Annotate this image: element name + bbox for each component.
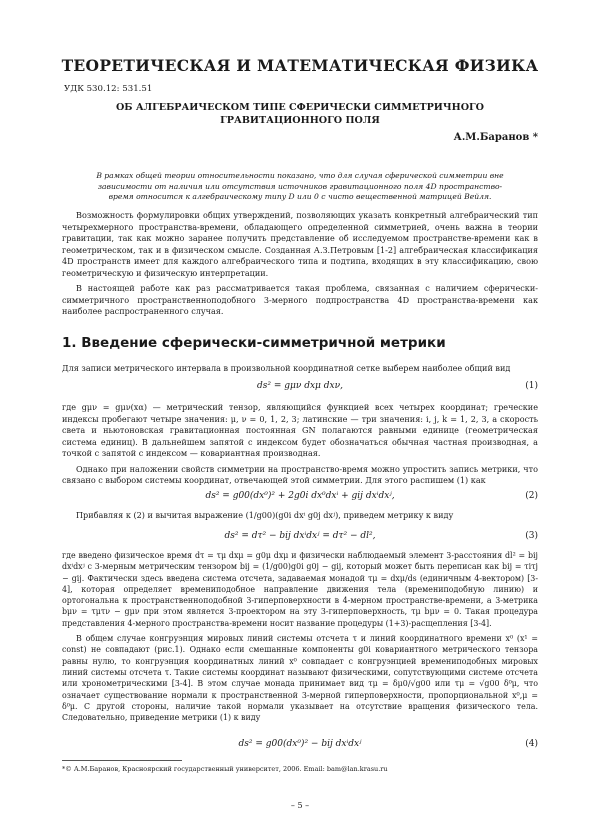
- equation-number: (2): [525, 491, 538, 501]
- body-paragraph: где gμν = gμν(xα) — метрический тензор, являющийся функцией всех четырех координат; греческие индексы пробегают четыре значения: μ, ν = 0, 1, 2, 3; латинские — три значения: i, j, k = 1, 2, 3, а скорость света и ньютоновская гравитационная постоянная GN полагаются равными единице (геометрическая система единиц). В дальнейшем запятой с индексом будет обозначаться обычная частная производная, а точкой с запятой с индексом — ковариантная производная.: [62, 402, 538, 458]
- equation-1: [62, 381, 538, 395]
- equation-expression: ds² = g00(dx⁰)² − bij dxⁱdxʲ: [238, 739, 362, 749]
- page-number: – 5 –: [290, 801, 310, 810]
- body-paragraph: Прибавляя к (2) и вычитая выражение (1/g00)(g0i dxⁱ g0j dxʲ), приведем метрику к виду: [76, 510, 454, 520]
- paragraph-4: [62, 510, 538, 522]
- equation-number: (3): [525, 531, 538, 541]
- paper-title: ОБ АЛГЕБРАИЧЕСКОМ ТИПЕ СФЕРИЧЕСКИ СИММЕТРИЧНОГО ГРАВИТАЦИОННОГО ПОЛЯ: [115, 102, 485, 126]
- body-paragraph: где введено физическое время dτ = τμ dxμ = g0μ dxμ и физически наблюдаемый элемент 3-расстояния dl² = bij dxⁱdxʲ с 3-мерным метрическим тензором bij = (1/g00)g0i g0j − gij, который может быть переписан как bij = τiτj − gij. Фактически здесь введена система отсчета, задаваемая монадой τμ = dxμ/ds (единичным 4-вектором) [3-4], которая определяет времениподобное направление движения тела (времениподобную линию) и ортогональна к пространственноподобной 3-гиперповерхности в 4-мерном пространстве-времени, а 3-метрика bμν = τμτν − gμν при этом является 3-проектором на эту 3-гиперповерхность, τμ bμν = 0. Такая процедура представления 4-мерного пространства-времени носит название процедуры (1+3)-расщепления [3-4].: [62, 551, 538, 628]
- footnote: *© А.М.Баранов, Красноярский государственный университет, 2006. Email: bam@lan.krasu.ru: [62, 765, 388, 773]
- equation-3: [62, 531, 538, 545]
- intro-paragraph: В настоящей работе как раз рассматривается такая проблема, связанная с наличием сферически-симметричного пространственноподобного 3-мерного подпространства 4D пространства-времени как наиболее распространенного случая.: [62, 283, 538, 316]
- udk-code: УДК 530.12: 531.51: [64, 84, 153, 94]
- body-paragraph: Для записи метрического интервала в произвольной координатной сетке выберем наиболее общий вид: [62, 363, 511, 373]
- equation-expression: ds² = dτ² − bij dxⁱdxʲ = dτ² − dl²,: [224, 531, 376, 541]
- abstract: В рамках общей теории относительности показано, что для случая сферической симметрии вне зависимости от наличия или отсутствия источников гравитационного поля 4D пространство-время относится к алгебраическому типу D или 0 с чисто вещественной матрицей Вейля.: [96, 171, 504, 201]
- equation-4: [62, 739, 538, 753]
- paragraph-1: [62, 363, 538, 375]
- equation-expression: ds² = g00(dx⁰)² + 2g0i dx⁰dxⁱ + gij dxⁱdxʲ,: [205, 491, 395, 501]
- body-paragraph: В общем случае конгруэнция мировых линий системы отсчета τ и линий координатного времени x⁰ (x¹ = const) не совпадают (рис.1). Однако если смешанные компоненты g0i ковариантного метрического тензора равны нулю, то конгруэнция координатных линий x⁰ совпадает с конгруэнцией времениподобных мировых линий системы отсчета τ. Такие системы координат называют физическими, сопутствующими системе отсчета или хронометрическими [3-4]. В этом случае монада принимает вид τμ = δμ0/√g00 или τμ = √g00 δ⁰μ, что означает существование нормали к пространственной 3-мерной гиперповерхности, пропорциональной x⁰,μ = δ⁰μ. С другой стороны, наличие такой нормали указывает на отсутствие вращения физического тела. Следовательно, приведение метрики (1) к виду: [62, 634, 538, 723]
- intro-paragraph: Возможность формулировки общих утверждений, позволяющих указать конкретный алгебраический тип четырехмерного пространства-времени, обладающего определенной симметрией, очень важна в теории гравитации, так как можно заранее получить представление об исследуемом пространстве-времени как в геометрическом, так и в физическом смысле. Созданная А.З.Петровым [1-2] алгебраическая классификация 4D пространств имеет для каждого алгебраического типа и подтипа, входящих в эту классификацию, свою геометрическую и физическую интерпретации.: [62, 210, 538, 278]
- introduction: [62, 210, 538, 318]
- author-name: А.М.Баранов *: [453, 132, 538, 143]
- footnote-rule: [62, 760, 182, 761]
- paragraph-2: [62, 402, 538, 487]
- equation-expression: ds² = gμν dxμ dxν,: [257, 381, 343, 391]
- paragraph-5: [62, 550, 538, 723]
- equation-number: (4): [525, 739, 538, 749]
- journal-heading: ТЕОРЕТИЧЕСКАЯ И МАТЕМАТИЧЕСКАЯ ФИЗИКА: [61, 56, 539, 75]
- section-heading: 1. Введение сферически-симметричной метрики: [62, 335, 446, 351]
- equation-2: [62, 491, 538, 505]
- equation-number: (1): [525, 381, 538, 391]
- body-paragraph: Однако при наложении свойств симметрии на пространство-время можно упростить запись метрики, что связано с выбором системы координат, отвечающей этой симметрии. Для этого распишем (1) как: [62, 463, 538, 485]
